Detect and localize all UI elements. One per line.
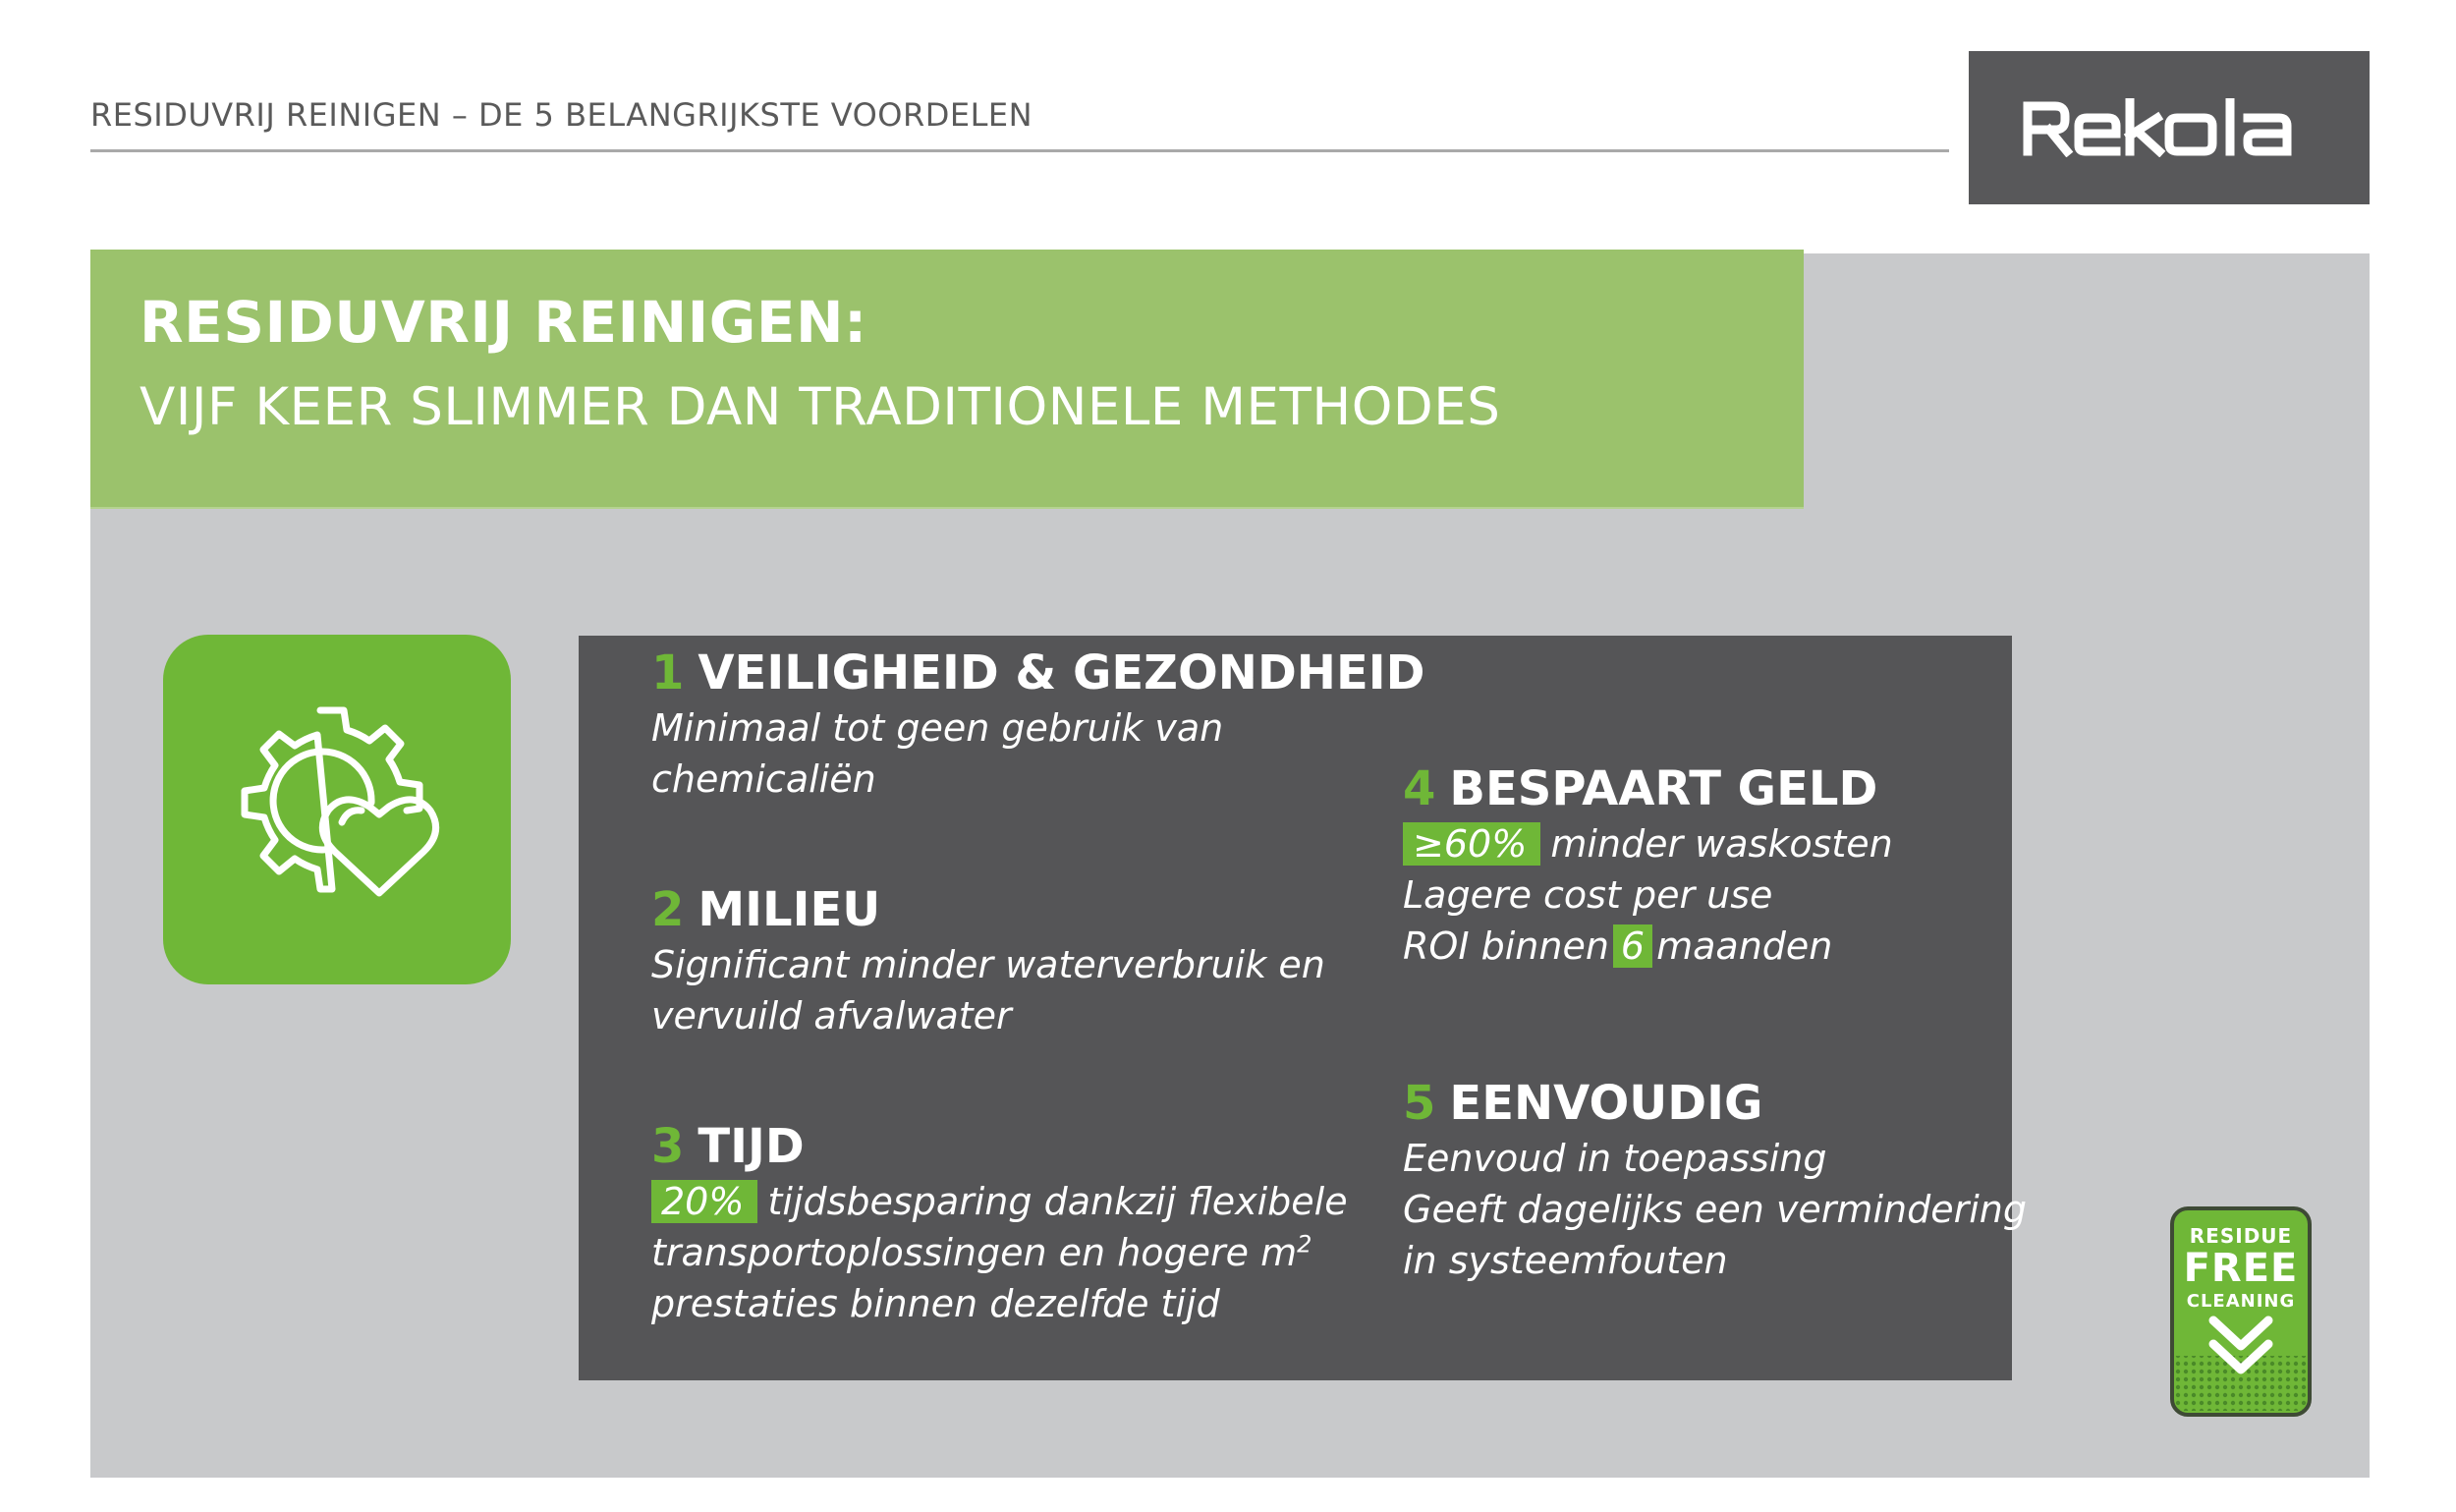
benefit-line: Geeft dagelijks een vermindering bbox=[1403, 1188, 2027, 1231]
benefit-item-2 bbox=[651, 880, 1325, 1041]
banner-subtitle: VIJF KEER SLIMMER DAN TRADITIONELE METHODES bbox=[140, 377, 1501, 437]
double-chevron-down-icon bbox=[2174, 1313, 2308, 1411]
benefit-heading bbox=[651, 644, 1424, 702]
highlight-badge: ≥60% bbox=[1403, 822, 1540, 866]
benefit-item-1 bbox=[651, 644, 1424, 805]
benefit-line: Eenvoud in toepassing bbox=[1403, 1137, 1827, 1180]
residue-free-cleaning-badge bbox=[2170, 1206, 2312, 1417]
benefit-line-text: minder waskosten bbox=[1550, 822, 1893, 866]
benefit-number: 3 bbox=[651, 1119, 685, 1174]
benefit-heading bbox=[1403, 759, 1893, 818]
title-banner bbox=[90, 250, 1804, 509]
benefit-number: 2 bbox=[651, 882, 685, 937]
badge-line-2: FREE bbox=[2183, 1246, 2299, 1291]
page-header-title: RESIDUVRIJ REINIGEN – DE 5 BELANGRIJKSTE VOORDELEN bbox=[90, 96, 1033, 134]
badge-line-1: RESIDUE bbox=[2189, 1224, 2293, 1248]
benefits-panel bbox=[579, 636, 2027, 1380]
rekola-logo bbox=[1969, 51, 2370, 204]
benefit-line: in systeemfouten bbox=[1403, 1239, 1728, 1282]
benefit-line: Significant minder waterverbruik en bbox=[651, 943, 1325, 986]
benefit-line: Minimaal tot geen gebruik van bbox=[651, 706, 1224, 750]
gear-heart-icon bbox=[163, 635, 511, 984]
benefit-heading bbox=[651, 1117, 1348, 1176]
benefit-line: prestaties binnen dezelfde tijd bbox=[651, 1282, 1220, 1325]
benefit-number: 5 bbox=[1403, 1076, 1436, 1131]
benefit-line bbox=[651, 1227, 1348, 1278]
benefit-title: BESPAART GELD bbox=[1449, 761, 1878, 816]
benefit-number: 1 bbox=[651, 645, 685, 700]
benefit-item-3 bbox=[651, 1117, 1348, 1329]
benefit-line bbox=[1403, 921, 1893, 972]
highlight-badge: 20% bbox=[651, 1180, 757, 1223]
benefit-line: vervuild afvalwater bbox=[651, 994, 1012, 1037]
benefit-line-text: ROI binnen bbox=[1403, 924, 1609, 968]
benefit-line: chemicaliën bbox=[651, 757, 876, 801]
benefit-item-4 bbox=[1403, 759, 1893, 972]
benefit-line bbox=[1403, 818, 1893, 869]
benefit-line-text: maanden bbox=[1656, 924, 1833, 968]
badge-line-3: CLEANING bbox=[2186, 1291, 2296, 1312]
benefit-line bbox=[651, 1176, 1348, 1227]
benefit-title: MILIEU bbox=[698, 882, 881, 937]
benefit-title: VEILIGHEID & GEZONDHEID bbox=[698, 645, 1425, 700]
banner-title: RESIDUVRIJ REINIGEN: bbox=[140, 289, 867, 356]
benefit-heading bbox=[651, 880, 1325, 939]
benefit-item-5 bbox=[1403, 1074, 2027, 1286]
benefit-line-text: transportoplossingen en hogere m bbox=[651, 1231, 1298, 1274]
benefit-heading bbox=[1403, 1074, 2027, 1133]
rekola-wordmark bbox=[2022, 98, 2316, 157]
benefit-line: Lagere cost per use bbox=[1403, 873, 1773, 917]
benefit-title: EENVOUDIG bbox=[1449, 1076, 1763, 1131]
header-divider bbox=[90, 149, 1949, 152]
benefit-number: 4 bbox=[1403, 761, 1436, 816]
benefit-line-text: tijdsbesparing dankzij flexibele bbox=[767, 1180, 1348, 1223]
highlight-badge: 6 bbox=[1613, 924, 1652, 968]
benefit-title: TIJD bbox=[698, 1119, 805, 1174]
gear-heart-svg bbox=[214, 687, 460, 932]
superscript: 2 bbox=[1297, 1230, 1312, 1259]
